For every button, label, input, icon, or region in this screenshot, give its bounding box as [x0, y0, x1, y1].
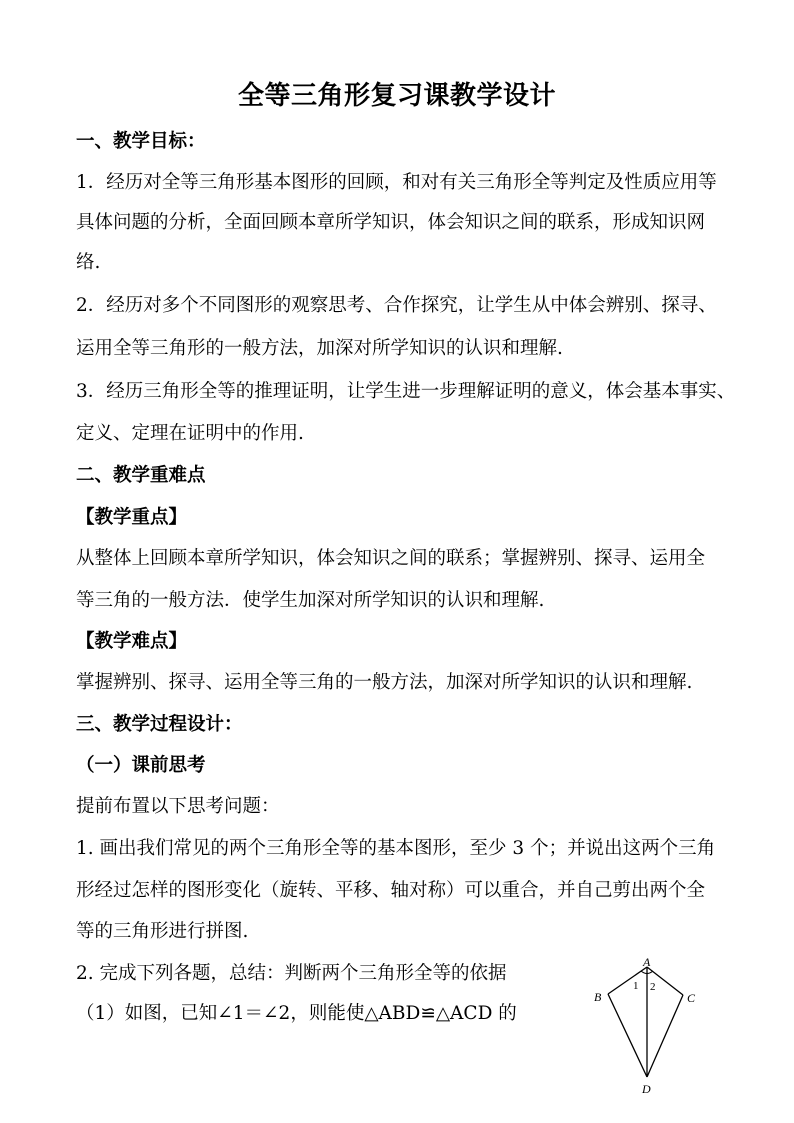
label-c: C	[687, 991, 696, 1005]
objective-1-line-1: 1．经历对全等三角形基本图形的回顾，和对有关三角形全等判定及性质应用等	[76, 172, 717, 193]
section-heading-process: 三、教学过程设计：	[76, 714, 243, 735]
question-2-part-1-line: （1）如图，已知∠1＝∠2，则能使△ABD≌△ACD 的	[76, 1003, 517, 1024]
difficulty-label: 【教学难点】	[76, 631, 188, 652]
question-1-line-2: 形经过怎样的图形变化（旋转、平移、轴对称）可以重合，并自己剪出两个全	[76, 880, 706, 901]
question-1-line-3: 等的三角形进行拼图.	[76, 921, 249, 942]
objective-2-line-2: 运用全等三角形的一般方法，加深对所学知识的认识和理解.	[76, 338, 563, 359]
objective-1-line-2: 具体问题的分析，全面回顾本章所学知识，体会知识之间的联系，形成知识网	[76, 212, 706, 233]
subsection-heading: （一）课前思考	[76, 755, 206, 776]
intro-line: 提前布置以下思考问题：	[76, 796, 280, 817]
label-a: A	[643, 955, 651, 969]
label-d: D	[642, 1082, 651, 1096]
geometry-figure	[586, 955, 702, 1105]
section-heading-key-points: 二、教学重难点	[76, 465, 206, 486]
objective-3-line-1: 3．经历三角形全等的推理证明，让学生进一步理解证明的意义，体会基本事实、	[76, 381, 736, 402]
objective-3-line-2: 定义、定理在证明中的作用.	[76, 423, 304, 444]
question-2-line: 2. 完成下列各题，总结：判断两个三角形全等的依据	[76, 963, 507, 984]
label-angle-1: 1	[633, 980, 639, 992]
difficulty-line: 掌握辨别、探寻、运用全等三角的一般方法，加深对所学知识的认识和理解.	[76, 672, 693, 693]
segment-bd	[608, 994, 647, 1077]
objective-2-line-1: 2．经历对多个不同图形的观察思考、合作探究，让学生从中体会辨别、探寻、	[76, 295, 717, 316]
key-point-label: 【教学重点】	[76, 507, 188, 528]
section-heading-objectives: 一、教学目标：	[76, 131, 206, 152]
kite-diagram	[586, 955, 702, 1105]
objective-1-line-3: 络.	[76, 252, 101, 273]
page-title: 全等三角形复习课教学设计	[237, 81, 556, 111]
key-point-line-2: 等三角的一般方法．使学生加深对所学知识的认识和理解.	[76, 590, 545, 611]
key-point-line-1: 从整体上回顾本章所学知识，体会知识之间的联系；掌握辨别、探寻、运用全	[76, 548, 706, 569]
segment-cd	[647, 995, 683, 1077]
question-1-line-1: 1. 画出我们常见的两个三角形全等的基本图形，至少 3 个；并说出这两个三角	[76, 838, 716, 859]
label-b: B	[594, 990, 602, 1004]
label-angle-2: 2	[650, 981, 656, 993]
